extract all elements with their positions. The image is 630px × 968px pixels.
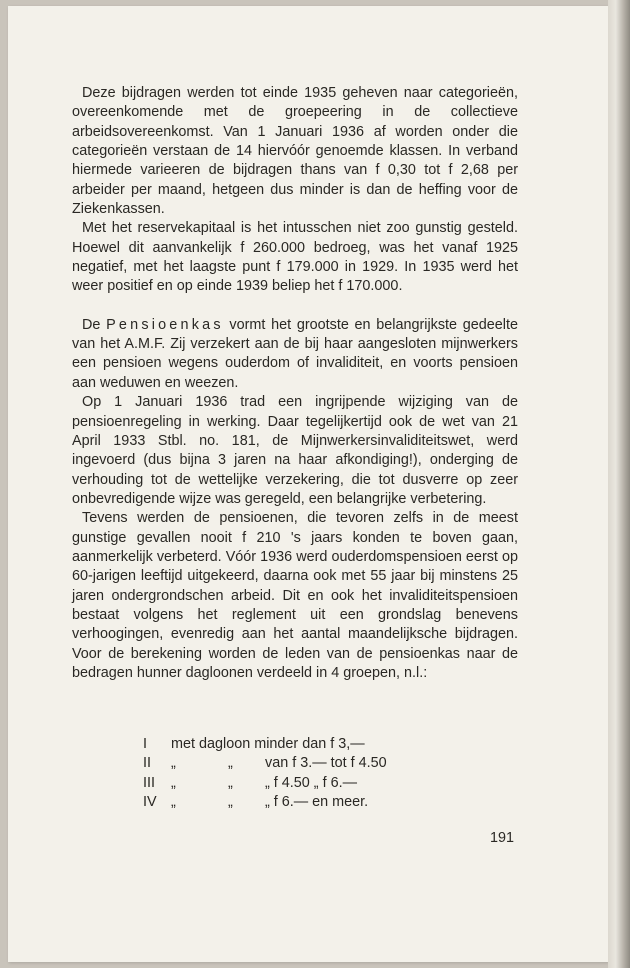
group-description: met dagloon minder dan f 3,— [171,736,365,752]
group-range: „ f 4.50 „ f 6.— [265,774,357,791]
pensioenkas-spaced-term: Pensioenkas [106,316,224,333]
group-number: IV [143,794,157,811]
page-number: 191 [490,830,515,846]
ditto-mark: „ [171,794,176,811]
paragraph-reserve-capital: Met het reservekapitaal is het intusschen niet zoo gunstig gesteld. Hoewel dit aanvankelijk f 260.000 bedroeg, was het vanaf 1925 negatief, met het laagste punt f 179.000 in 1929. In 1935 werd het weer positief en op einde 1939 beliep het f 170.000. [72,220,518,295]
ditto-mark: „ [171,774,176,791]
paragraph-pension-improvement: Tevens werden de pensioenen, die tevoren zelfs in de meest gunstige gevallen nooit f 210 's jaars konden te boven gaan, aanmerkelijk verbeterd. Vóór 1936 werd ouderdomspensioen eerst op 60-jarigen leeftijd uitgekeerd, daarna ook met 55 jaar bij minstens 25 jaren ondergrondschen arbeid. Dit en ook het invaliditeitspensioen bestaat volgens het reglement uit een grondslag benevens verhoogingen, evenredig aan het aantal maandelijksche bijdragen. Voor de berekening worden de leden van de pensioenkas naar de bedragen hunner dagloonen verdeeld in 4 groepen, n.l.: [72,510,518,681]
group-range: „ f 6.— en meer. [265,794,369,811]
group-number: III [143,774,155,791]
group-range: van f 3.— tot f 4.50 [265,755,387,772]
wage-groups-list [143,735,387,812]
ditto-mark: „ [228,794,233,811]
ditto-mark: „ [171,755,176,772]
paragraph-contributions: Deze bijdragen werden tot einde 1935 geheven naar categorieën, overeenkomende met de groepeering in de collectieve arbeidsovereenkomst. Van 1 Januari 1936 af worden onder die categorieën verstaan de 14 hiervóór genoemde klassen. In verband hiermede varieeren de bijdragen thans van f 0,30 tot f 2,68 per arbeider per maand, hetgeen dus minder is dan de heffing voor de Ziekenkassen. [72,85,518,218]
body-text [72,84,518,683]
wage-group-row [143,754,387,773]
paragraph-pensioenkas [72,316,518,393]
pensioenkas-prefix: De [82,316,107,333]
ditto-mark: „ [228,774,233,791]
group-number: II [143,755,151,772]
wage-group-row [143,774,387,793]
wage-group-row [143,793,387,812]
wage-group-row [143,735,387,754]
paragraph-1936-change: Op 1 Januari 1936 trad een ingrijpende wijziging van de pensioenregeling in werking. Daar tegelijkertijd ook de wet van 21 April 1933 Stbl. no. 181, de Mijnwerkersinvaliditeitswet, werd ingevoerd (dus bijna 3 jaren na haar afkondiging!), onderging de verhouding tot de wettelijke verzekering, die tot dusverre op zeer onbevredigende wijze was geregeld, een belangrijke verbetering. [72,394,518,507]
ditto-mark: „ [228,755,233,772]
pensioenkas-rest: vormt het grootste en belangrijkste gedeelte van het A.M.F. Zij verzekert aan de bij haar aangesloten mijnwerkers een pensioen wegens ouderdom of invaliditeit, en voorts pensioen aan weduwen en weezen. [72,316,518,391]
book-page-edge [608,0,630,968]
group-number: I [143,736,147,752]
